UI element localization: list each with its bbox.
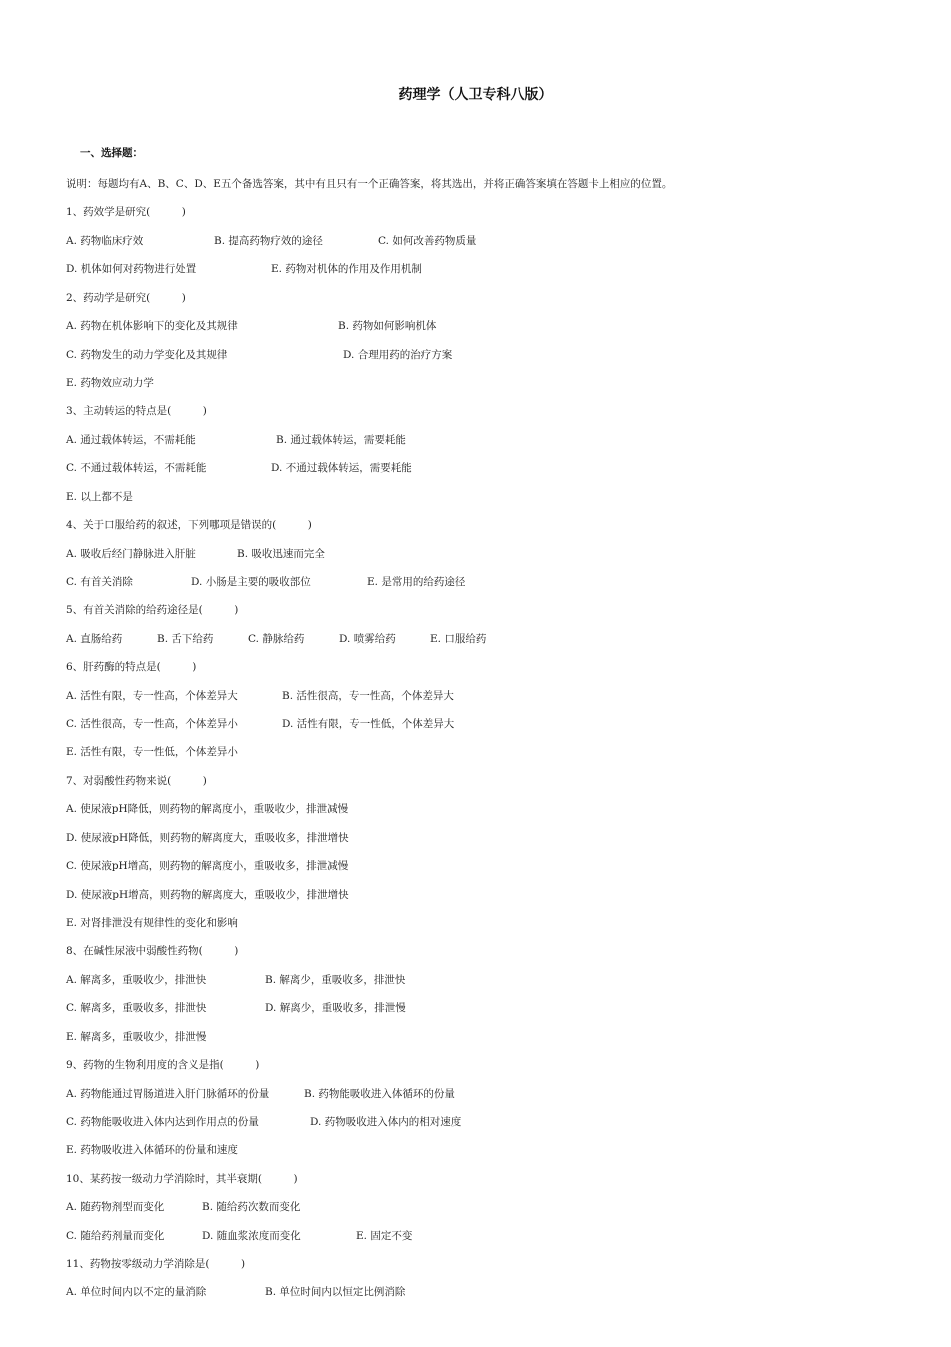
- option-b: B. 药物如何影响机体: [338, 320, 437, 332]
- option-e: E. 对肾排泄没有规律性的变化和影响: [66, 917, 238, 929]
- option-d: D. 合理用药的治疗方案: [343, 349, 453, 361]
- option-b: B. 舌下给药: [157, 633, 214, 645]
- option-c: C. 如何改善药物质量: [378, 235, 477, 247]
- question-stem: 10、某药按一级动力学消除时，其半衰期( ): [66, 1173, 298, 1185]
- option-b: B. 单位时间内以恒定比例消除: [265, 1286, 406, 1298]
- option-d: D. 小肠是主要的吸收部位: [191, 576, 311, 588]
- option-a: A. 通过载体转运，不需耗能: [66, 434, 196, 446]
- option-e: E. 解离多，重吸收少，排泄慢: [66, 1031, 207, 1043]
- option-a: A. 随药物剂型而变化: [66, 1201, 165, 1213]
- question-stem: 7、对弱酸性药物来说( ): [66, 775, 207, 787]
- option-c: C. 解离多，重吸收多，排泄快: [66, 1002, 207, 1014]
- option-d: D. 随血浆浓度而变化: [202, 1230, 301, 1242]
- option-e: E. 药物对机体的作用及作用机制: [271, 263, 422, 275]
- option-d: D. 药物吸收进入体内的相对速度: [310, 1116, 462, 1128]
- option-d: D. 喷雾给药: [339, 633, 396, 645]
- option-a: A. 解离多，重吸收少，排泄快: [66, 974, 207, 986]
- question-stem: 6、肝药酶的特点是( ): [66, 661, 197, 673]
- option-c: C. 活性很高，专一性高，个体差异小: [66, 718, 238, 730]
- question-stem: 4、关于口服给药的叙述，下列哪项是错误的( ): [66, 519, 312, 531]
- option-e: E. 药物效应动力学: [66, 377, 154, 389]
- option-d: D. 解离少，重吸收多，排泄慢: [265, 1002, 406, 1014]
- page-title: 药理学（人卫专科八版）: [398, 87, 553, 103]
- option-b: B. 随给药次数而变化: [202, 1201, 301, 1213]
- option-d: D. 活性有限，专一性低，个体差异大: [282, 718, 455, 730]
- option-e: E. 活性有限，专一性低，个体差异小: [66, 746, 238, 758]
- option-e: E. 药物吸收进入体循环的份量和速度: [66, 1144, 238, 1156]
- option-a: A. 药物能通过胃肠道进入肝门脉循环的份量: [66, 1088, 270, 1100]
- option-c: C. 随给药剂量而变化: [66, 1230, 165, 1242]
- option-a: A. 单位时间内以不定的量消除: [66, 1286, 207, 1298]
- option-e: E. 是常用的给药途径: [367, 576, 466, 588]
- option-c: C. 不通过载体转运，不需耗能: [66, 462, 207, 474]
- option-e: E. 口服给药: [430, 633, 487, 645]
- option-b: B. 吸收迅速而完全: [237, 548, 325, 560]
- option-c: C. 有首关消除: [66, 576, 133, 588]
- question-stem: 3、主动转运的特点是( ): [66, 405, 207, 417]
- instruction-text: 说明：每题均有A、B、C、D、E五个备选答案，其中有且只有一个正确答案，将其选出，并将正确答案填在答题卡上相应的位置。: [66, 178, 673, 190]
- option-a: A. 使尿液pH降低，则药物的解离度小，重吸收少，排泄减慢: [66, 803, 349, 815]
- question-stem: 1、药效学是研究( ): [66, 206, 186, 218]
- question-stem: 9、药物的生物利用度的含义是指( ): [66, 1059, 260, 1071]
- question-stem: 2、药动学是研究( ): [66, 292, 186, 304]
- option-a: A. 直肠给药: [66, 633, 123, 645]
- option-e: E. 以上都不是: [66, 491, 133, 503]
- question-stem: 5、有首关消除的给药途径是( ): [66, 604, 239, 616]
- option-e: E. 固定不变: [356, 1230, 413, 1242]
- option-b: B. 解离少，重吸收多，排泄快: [265, 974, 406, 986]
- option-b: B. 活性很高，专一性高，个体差异大: [282, 690, 454, 702]
- question-stem: 11、药物按零级动力学消除是( ): [66, 1258, 246, 1270]
- question-stem: 8、在碱性尿液中弱酸性药物( ): [66, 945, 239, 957]
- option-a: A. 药物在机体影响下的变化及其规律: [66, 320, 238, 332]
- option-a: A. 药物临床疗效: [66, 235, 144, 247]
- option-a: A. 活性有限，专一性高，个体差异大: [66, 690, 238, 702]
- option-c: C. 药物能吸收进入体内达到作用点的份量: [66, 1116, 259, 1128]
- option-d: D. 使尿液pH降低，则药物的解离度大，重吸收多，排泄增快: [66, 832, 349, 844]
- option-b: B. 提高药物疗效的途径: [214, 235, 323, 247]
- section-heading: 一、选择题：: [80, 147, 143, 159]
- option-b: B. 通过载体转运，需要耗能: [276, 434, 406, 446]
- option-c: C. 药物发生的动力学变化及其规律: [66, 349, 228, 361]
- option-d: D. 不通过载体转运，需要耗能: [271, 462, 412, 474]
- option-d: D. 机体如何对药物进行处置: [66, 263, 197, 275]
- option-a: A. 吸收后经门静脉进入肝脏: [66, 548, 196, 560]
- option-d: D. 使尿液pH增高，则药物的解离度大，重吸收少，排泄增快: [66, 889, 349, 901]
- option-b: B. 药物能吸收进入体循环的份量: [304, 1088, 455, 1100]
- option-c: C. 静脉给药: [248, 633, 305, 645]
- option-c: C. 使尿液pH增高，则药物的解离度小，重吸收多，排泄减慢: [66, 860, 349, 872]
